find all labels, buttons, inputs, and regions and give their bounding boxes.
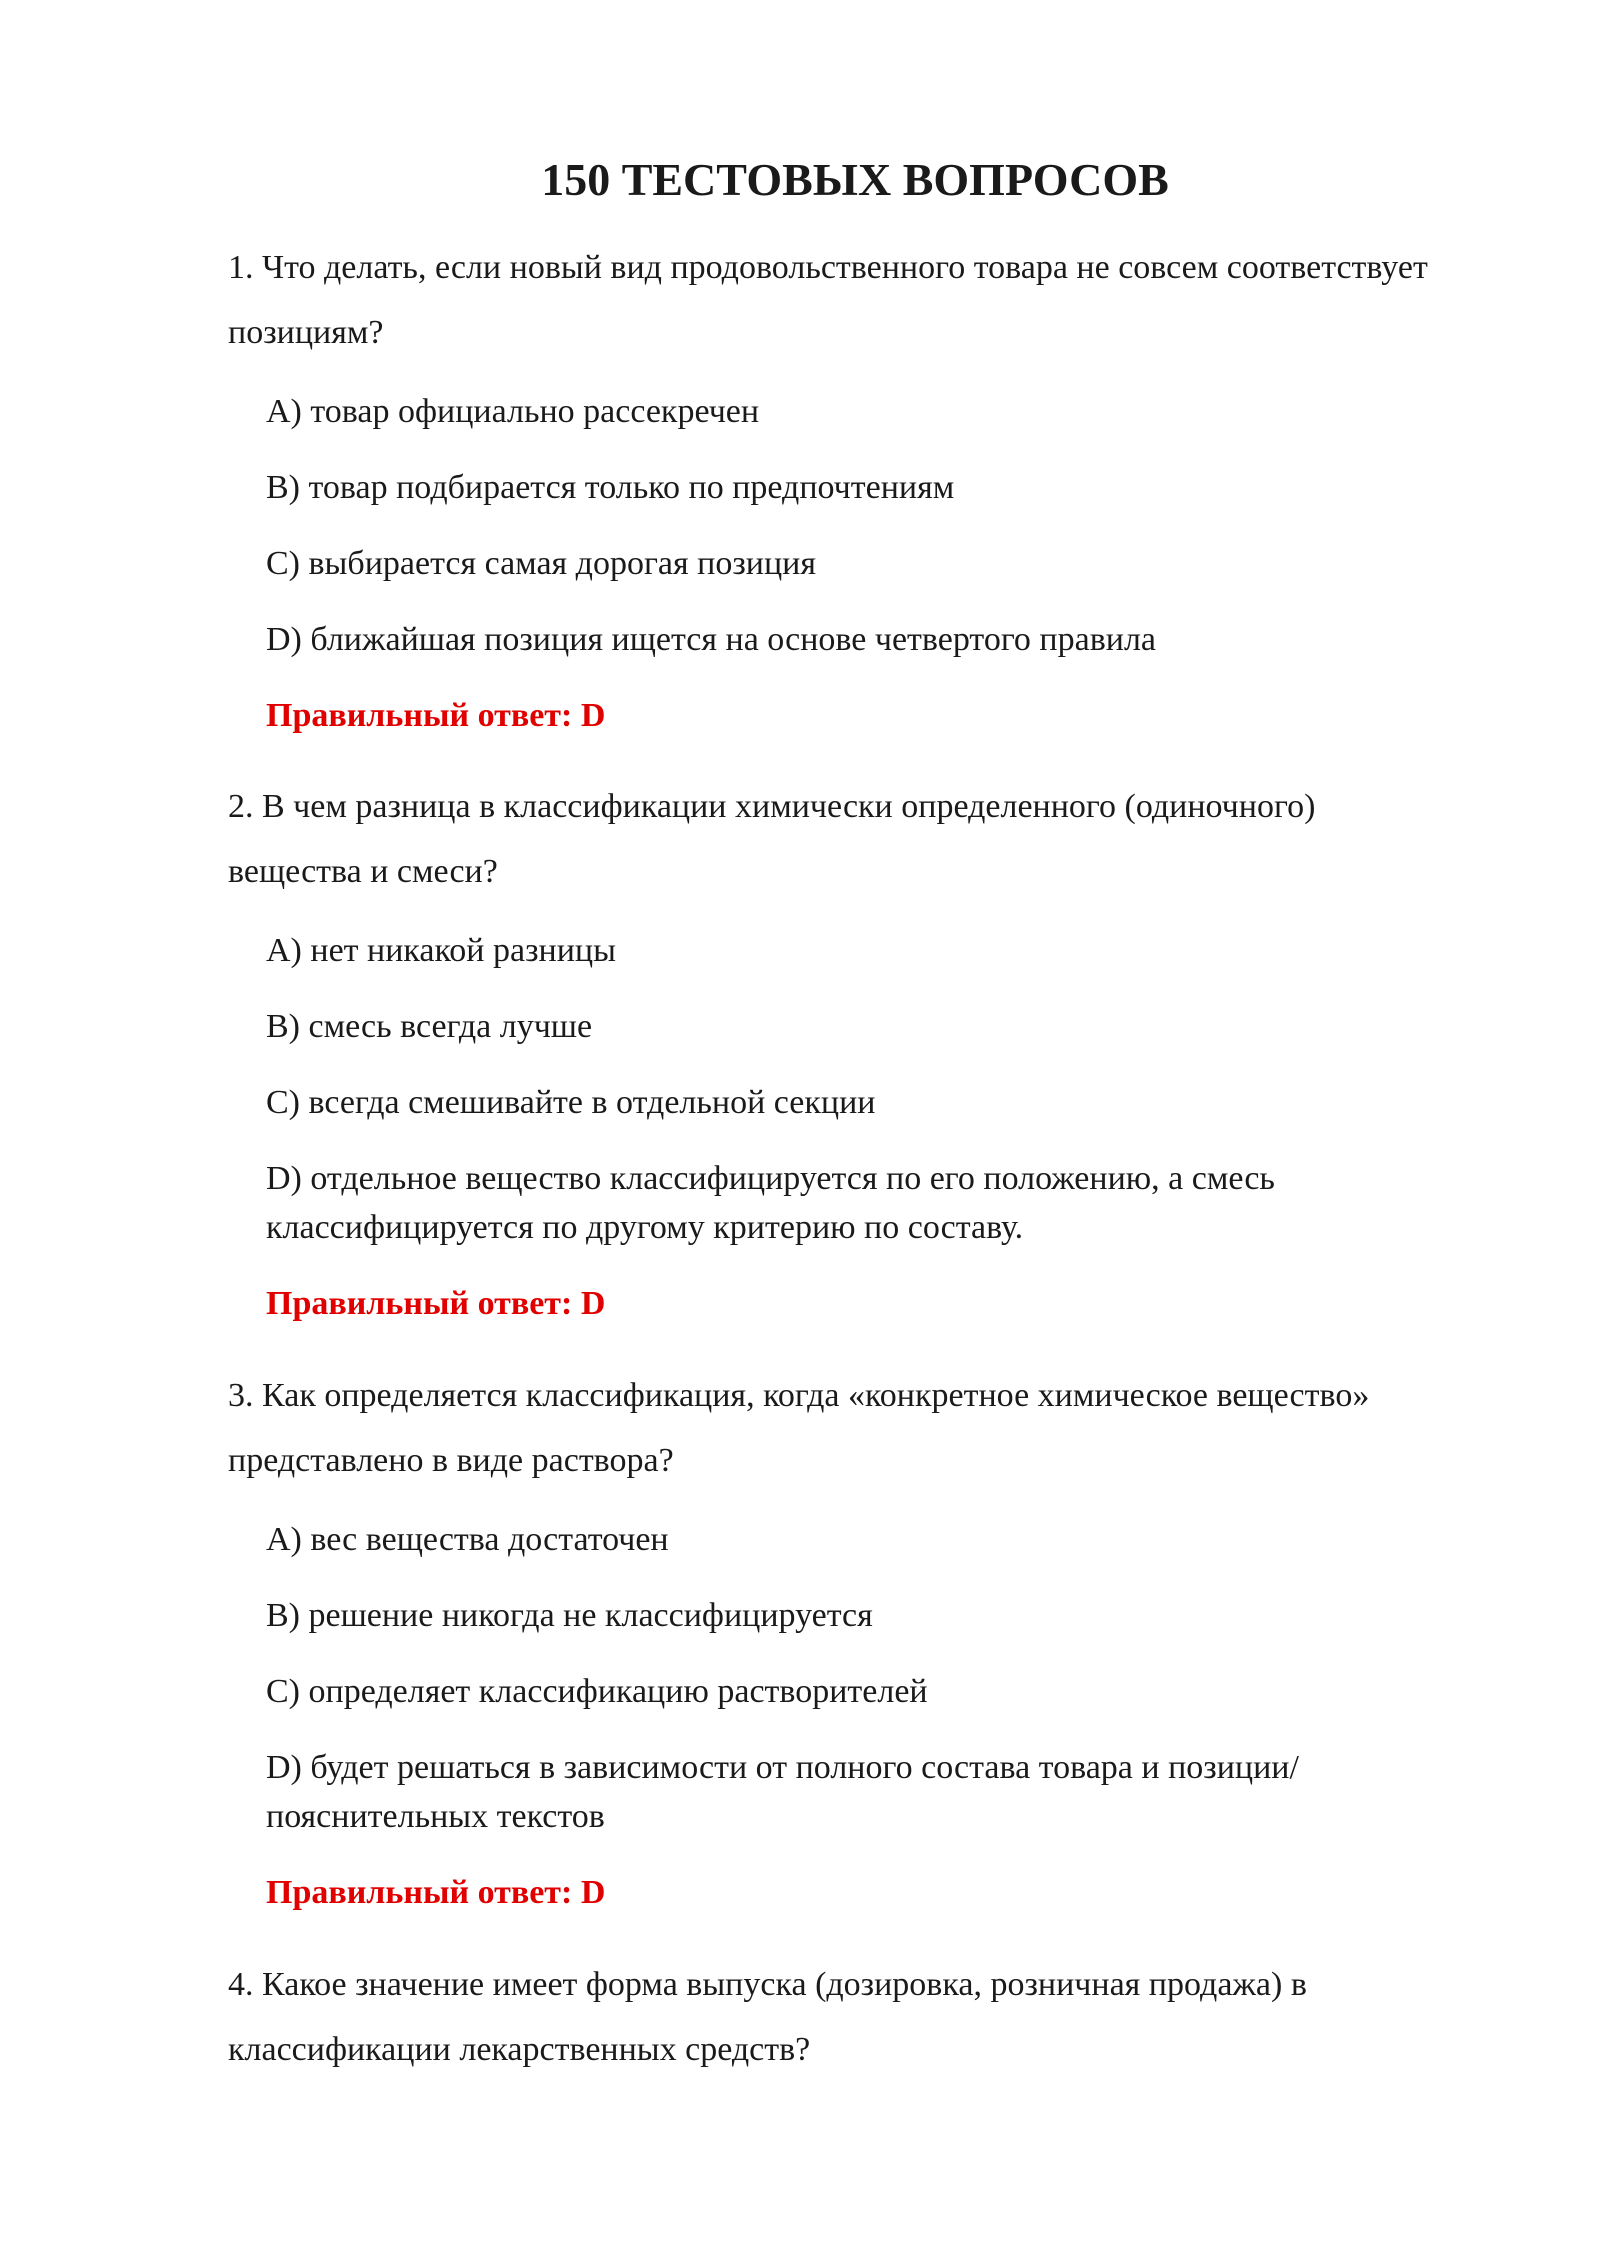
option-list	[266, 1515, 1443, 1841]
option-a: A) вес вещества достаточен	[266, 1521, 669, 1558]
option-c: C) определяет классификацию растворителей	[266, 1673, 928, 1710]
option-b: B) решение никогда не классифицируется	[266, 1597, 873, 1634]
option-a: A) нет никакой разницы	[266, 932, 616, 969]
option-d: D) ближайшая позиция ищется на основе четвертого правила	[266, 621, 1157, 658]
option-a: A) товар официально рассекречен	[266, 393, 760, 430]
question-text: 3. Как определяется классификация, когда «конкретное химическое вещество» представлено в виде раствора?	[228, 1377, 1370, 1479]
option-c: C) выбирается самая дорогая позиция	[266, 545, 817, 582]
correct-answer: Правильный ответ: D	[266, 1285, 606, 1322]
option-b: B) товар подбирается только по предпочтениям	[266, 469, 955, 506]
question-text: 4. Какое значение имеет форма выпуска (дозировка, розничная продажа) в классификации лекарственных средств?	[228, 1966, 1307, 2068]
document-title: 150 ТЕСТОВЫХ ВОПРОСОВ	[541, 154, 1169, 205]
question-1	[228, 235, 1443, 740]
option-list	[266, 387, 1443, 664]
correct-answer: Правильный ответ: D	[266, 1874, 606, 1911]
option-d: D) отдельное вещество классифицируется по его положению, а смесь классифицируется по другому критерию по составу.	[266, 1160, 1275, 1246]
question-4	[228, 1952, 1443, 2082]
question-text: 1. Что делать, если новый вид продовольственного товара не совсем соответствует позициям?	[228, 249, 1428, 351]
question-3	[228, 1363, 1443, 1917]
option-c: C) всегда смешивайте в отдельной секции	[266, 1084, 876, 1121]
option-b: B) смесь всегда лучше	[266, 1008, 593, 1045]
correct-answer: Правильный ответ: D	[266, 697, 606, 734]
question-2	[228, 774, 1443, 1328]
question-text: 2. В чем разница в классификации химически определенного (одиночного) вещества и смеси?	[228, 788, 1316, 890]
option-d: D) будет решаться в зависимости от полного состава товара и позиции/пояснительных текстов	[266, 1749, 1299, 1835]
option-list	[266, 926, 1443, 1252]
